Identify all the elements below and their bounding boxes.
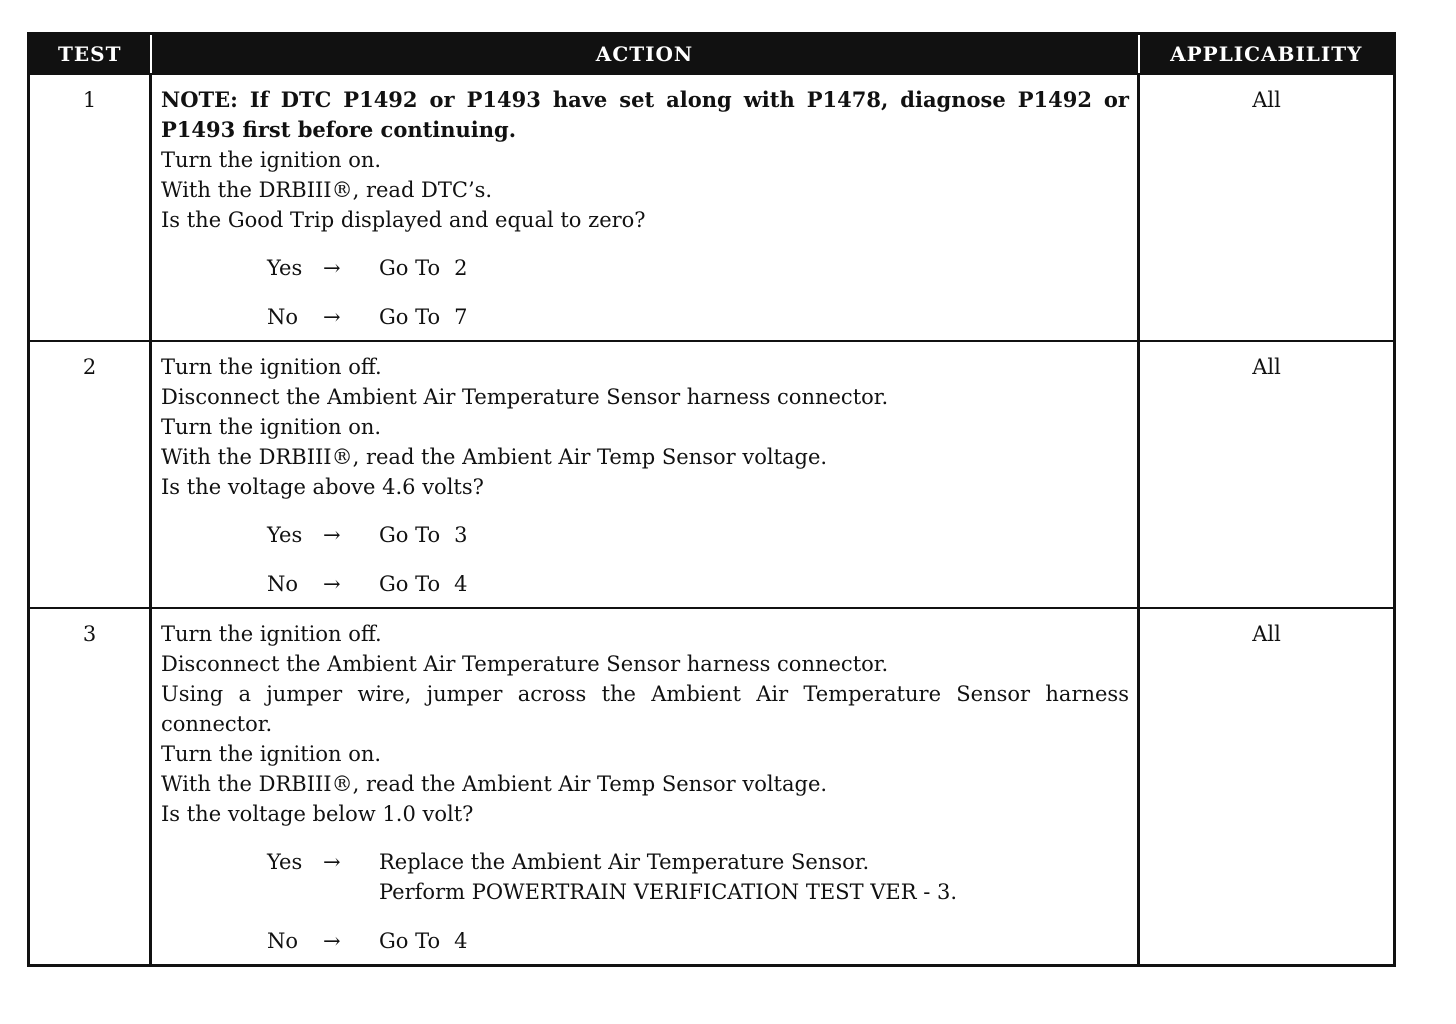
goto-text xyxy=(379,302,468,332)
test-number: 3 xyxy=(29,608,151,966)
branch-label: Yes xyxy=(267,850,303,874)
table-row xyxy=(29,341,1395,608)
no-branch xyxy=(267,302,1129,332)
right-arrow-icon: → xyxy=(323,523,341,547)
action-step: Turn the ignition on. xyxy=(161,148,382,172)
right-arrow-icon: → xyxy=(323,929,341,953)
yes-branch xyxy=(267,847,1129,907)
action-step: With the DRBIII®, read DTC’s. xyxy=(161,178,493,202)
action-step: Turn the ignition off. xyxy=(161,622,382,646)
right-arrow-icon: → xyxy=(323,572,341,596)
goto-label: Go To xyxy=(379,305,441,329)
right-arrow-icon: → xyxy=(323,850,341,874)
action-step: Disconnect the Ambient Air Temperature Sensor harness connector. xyxy=(161,385,889,409)
result-line: Perform POWERTRAIN VERIFICATION TEST VER - 3. xyxy=(379,880,958,904)
action-cell xyxy=(151,608,1139,966)
table-row xyxy=(29,608,1395,966)
branch-label: No xyxy=(267,572,299,596)
action-step: Is the voltage below 1.0 volt? xyxy=(161,802,474,826)
no-branch xyxy=(267,926,1129,956)
right-arrow-icon: → xyxy=(323,256,341,280)
action-step: Turn the ignition off. xyxy=(161,355,382,379)
branch-label: No xyxy=(267,305,299,329)
action-step: Using a jumper wire, jumper across the Ambient Air Temperature Sensor harness connector. xyxy=(161,682,1129,736)
goto-label: Go To xyxy=(379,256,441,280)
no-branch xyxy=(267,569,1129,599)
branch-label: No xyxy=(267,929,299,953)
yes-branch xyxy=(267,253,1129,283)
action-step: Disconnect the Ambient Air Temperature Sensor harness connector. xyxy=(161,652,889,676)
applicability-cell: All xyxy=(1139,74,1395,341)
right-arrow-icon: → xyxy=(323,305,341,329)
branch-list xyxy=(267,253,1129,332)
goto-text xyxy=(379,926,468,956)
header-test: TEST xyxy=(29,34,151,75)
action-step: With the DRBIII®, read the Ambient Air Temp Sensor voltage. xyxy=(161,772,828,796)
action-step: Is the voltage above 4.6 volts? xyxy=(161,475,484,499)
yes-branch xyxy=(267,520,1129,550)
branch-label: Yes xyxy=(267,256,303,280)
goto-target: 4 xyxy=(454,572,468,596)
action-cell xyxy=(151,74,1139,341)
action-step: With the DRBIII®, read the Ambient Air Temp Sensor voltage. xyxy=(161,445,828,469)
applicability-cell: All xyxy=(1139,341,1395,608)
goto-text xyxy=(379,569,468,599)
goto-label: Go To xyxy=(379,929,441,953)
action-step: Is the Good Trip displayed and equal to zero? xyxy=(161,208,646,232)
note-text: NOTE: If DTC P1492 or P1493 have set along with P1478, diagnose P1492 or P1493 first before continuing. xyxy=(161,87,1129,142)
test-number: 1 xyxy=(29,74,151,341)
goto-label: Go To xyxy=(379,523,441,547)
goto-target: 4 xyxy=(454,929,468,953)
goto-text xyxy=(379,253,468,283)
goto-target: 2 xyxy=(454,256,468,280)
branch-result xyxy=(379,847,957,907)
table-header xyxy=(29,34,1395,75)
branch-list xyxy=(267,520,1129,599)
goto-target: 3 xyxy=(454,523,468,547)
branch-list xyxy=(267,847,1129,956)
header-action: ACTION xyxy=(151,34,1139,75)
goto-target: 7 xyxy=(454,305,468,329)
header-applicability: APPLICABILITY xyxy=(1139,34,1395,75)
result-line: Replace the Ambient Air Temperature Sensor. xyxy=(379,850,870,874)
test-number: 2 xyxy=(29,341,151,608)
header-row xyxy=(29,34,1395,75)
applicability-cell: All xyxy=(1139,608,1395,966)
diagnostic-test-table xyxy=(27,32,1396,967)
action-step: Turn the ignition on. xyxy=(161,742,382,766)
action-cell xyxy=(151,341,1139,608)
action-step: Turn the ignition on. xyxy=(161,415,382,439)
branch-label: Yes xyxy=(267,523,303,547)
table-row xyxy=(29,74,1395,341)
goto-text xyxy=(379,520,468,550)
goto-label: Go To xyxy=(379,572,441,596)
